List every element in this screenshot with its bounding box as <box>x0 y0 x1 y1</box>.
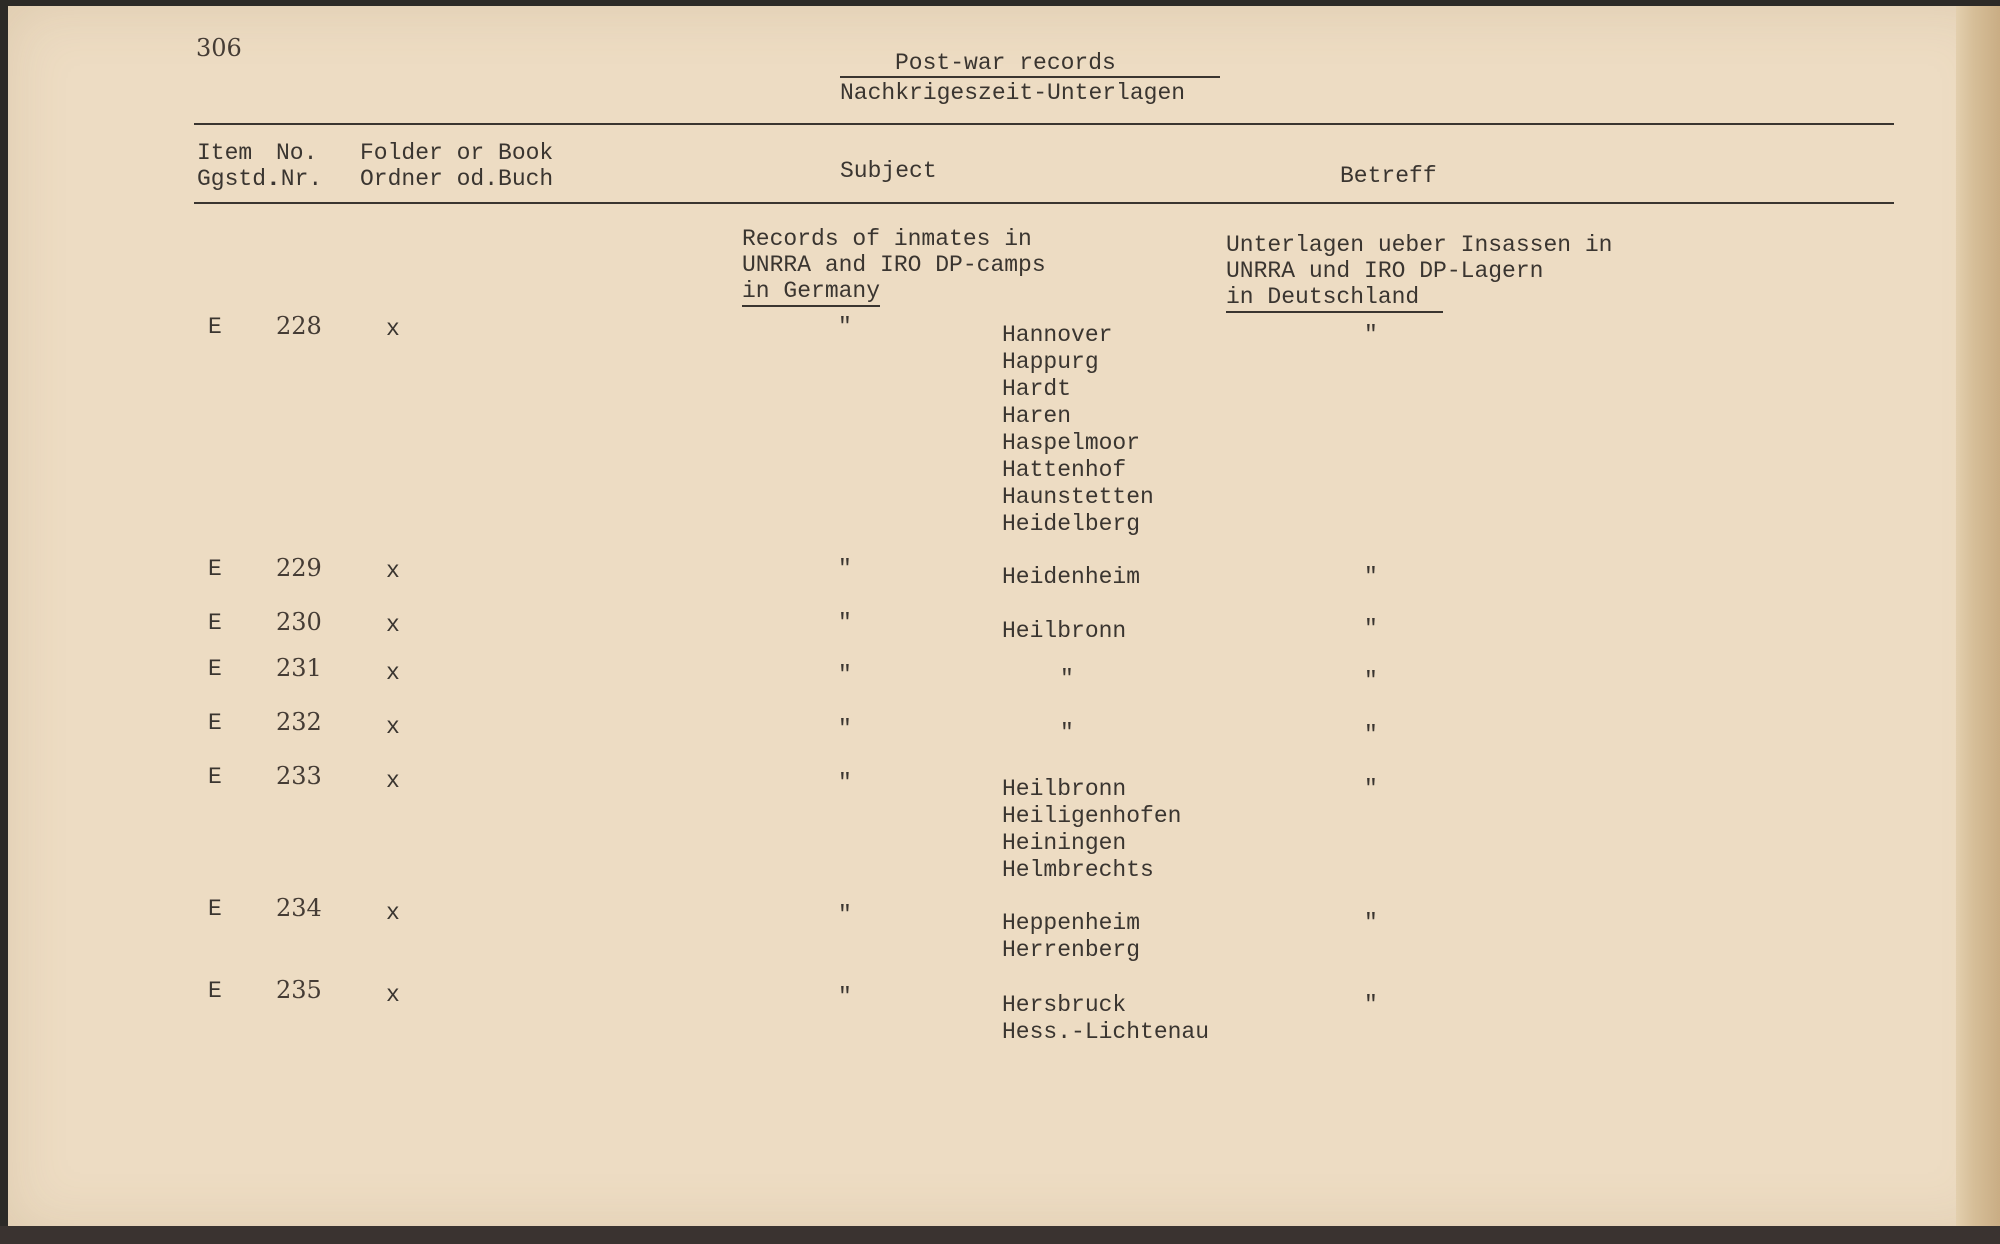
scanner-background <box>0 1226 2000 1244</box>
row-subject-ditto: " <box>838 314 852 340</box>
row-betreff-ditto: " <box>1364 722 1378 748</box>
row-number: 229 <box>276 554 322 582</box>
row-number: 231 <box>276 654 322 682</box>
page-edge <box>1956 6 2000 1232</box>
list-item: Herrenberg <box>1002 937 1141 963</box>
list-item: " <box>1060 666 1074 692</box>
col-folder-de: Ordner od.Buch <box>360 166 554 192</box>
list-item: Heilbronn <box>1002 618 1127 644</box>
subject-line-2: UNRRA and IRO DP-camps <box>742 252 1046 278</box>
col-no-en: No. <box>276 140 318 166</box>
col-subject: Subject <box>840 158 937 184</box>
row-item: E <box>208 896 222 922</box>
place-list <box>1060 668 1074 695</box>
document-page <box>8 6 2000 1232</box>
place-list <box>1002 994 1209 1048</box>
row-item: E <box>208 978 222 1004</box>
row-folder-mark: x <box>386 558 400 584</box>
row-folder-mark: x <box>386 316 400 342</box>
title-underline <box>840 76 1220 78</box>
list-item: Heidelberg <box>1002 511 1141 537</box>
row-betreff-ditto: " <box>1364 564 1378 590</box>
col-item-en: Item <box>197 140 253 166</box>
list-item: Helmbrechts <box>1002 857 1154 883</box>
list-item: Haspelmoor <box>1002 430 1141 456</box>
row-subject-ditto: " <box>838 984 852 1010</box>
row-folder-mark: x <box>386 768 400 794</box>
row-betreff-ditto: " <box>1364 668 1378 694</box>
page-number: 306 <box>196 34 242 62</box>
row-betreff-ditto: " <box>1364 322 1378 348</box>
row-number: 228 <box>276 312 322 340</box>
row-folder-mark: x <box>386 714 400 740</box>
list-item: " <box>1060 720 1074 746</box>
list-item: Hersbruck <box>1002 992 1127 1018</box>
subject-line-1: Records of inmates in <box>742 226 1032 252</box>
title-english: Post-war records <box>895 50 1116 76</box>
list-item: Hardt <box>1002 376 1072 402</box>
list-item: Heilbronn <box>1002 776 1127 802</box>
row-betreff-ditto: " <box>1364 616 1378 642</box>
list-item: Heppenheim <box>1002 910 1141 936</box>
betreff-line-2: UNRRA und IRO DP-Lagern <box>1226 258 1544 284</box>
place-list <box>1002 912 1140 966</box>
row-betreff-ditto: " <box>1364 776 1378 802</box>
row-item: E <box>208 556 222 582</box>
row-number: 233 <box>276 762 322 790</box>
list-item: Heidenheim <box>1002 564 1141 590</box>
betreff-line-3: in Deutschland <box>1226 286 1443 313</box>
row-subject-ditto: " <box>838 770 852 796</box>
row-item: E <box>208 610 222 636</box>
list-item: Haunstetten <box>1002 484 1154 510</box>
row-item: E <box>208 710 222 736</box>
row-number: 230 <box>276 608 322 636</box>
row-folder-mark: x <box>386 982 400 1008</box>
title-german: Nachkrigeszeit-Unterlagen <box>840 80 1186 106</box>
row-betreff-ditto: " <box>1364 992 1378 1018</box>
row-number: 235 <box>276 976 322 1004</box>
row-subject-ditto: " <box>838 716 852 742</box>
list-item: Haren <box>1002 403 1072 429</box>
row-folder-mark: x <box>386 900 400 926</box>
col-item-de: Ggstd. <box>197 166 280 192</box>
place-list <box>1002 620 1126 647</box>
row-subject-ditto: " <box>838 610 852 636</box>
row-number: 232 <box>276 708 322 736</box>
col-folder-en: Folder or Book <box>360 140 554 166</box>
col-no-de: .Nr. <box>267 166 323 192</box>
list-item: Happurg <box>1002 349 1099 375</box>
list-item: Hess.-Lichtenau <box>1002 1019 1210 1045</box>
row-item: E <box>208 314 222 340</box>
row-item: E <box>208 656 222 682</box>
place-list <box>1002 778 1181 886</box>
row-subject-ditto: " <box>838 902 852 928</box>
place-list <box>1060 722 1074 749</box>
betreff-line-1: Unterlagen ueber Insassen in <box>1226 232 1613 258</box>
list-item: Heiningen <box>1002 830 1127 856</box>
row-betreff-ditto: " <box>1364 910 1378 936</box>
row-folder-mark: x <box>386 612 400 638</box>
list-item: Heiligenhofen <box>1002 803 1182 829</box>
list-item: Hattenhof <box>1002 457 1127 483</box>
row-item: E <box>208 764 222 790</box>
subject-line-3: in Germany <box>742 280 880 307</box>
row-number: 234 <box>276 894 322 922</box>
row-subject-ditto: " <box>838 662 852 688</box>
header-rule-top <box>194 123 1894 125</box>
place-list <box>1002 324 1154 540</box>
list-item: Hannover <box>1002 322 1113 348</box>
place-list <box>1002 566 1140 593</box>
row-folder-mark: x <box>386 660 400 686</box>
col-betreff: Betreff <box>1340 163 1437 189</box>
row-subject-ditto: " <box>838 556 852 582</box>
header-rule-bottom <box>194 202 1894 204</box>
